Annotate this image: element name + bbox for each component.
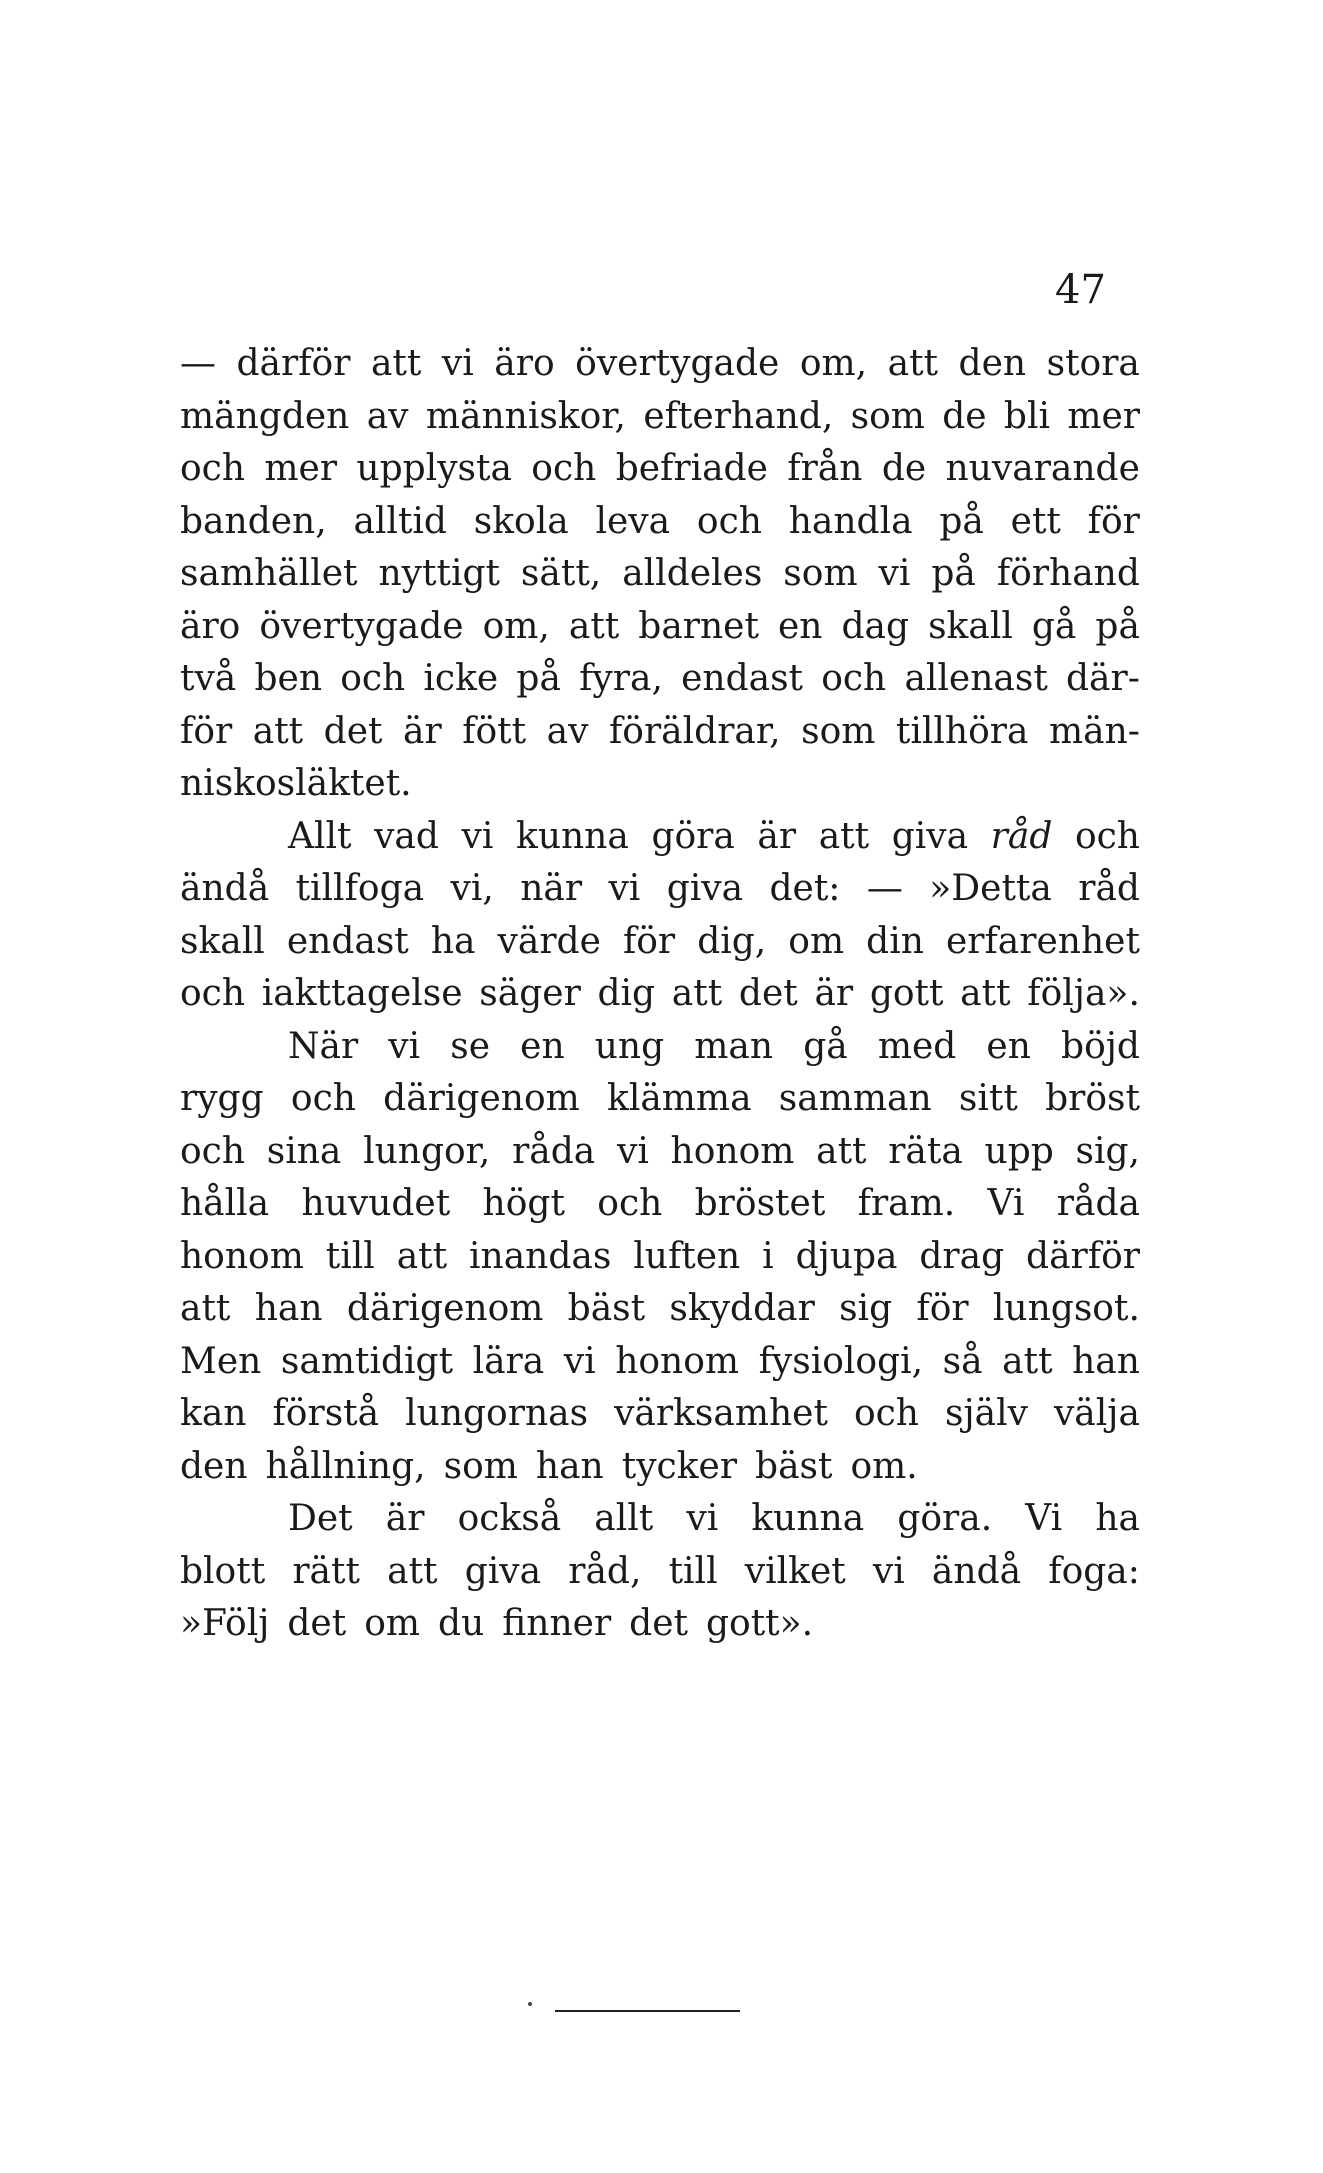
word: endast <box>286 920 409 962</box>
word: befriade <box>615 448 768 489</box>
word: förhand <box>996 553 1140 594</box>
word: en <box>777 605 823 647</box>
word: och <box>597 1183 663 1224</box>
word: att <box>180 1288 231 1329</box>
word: bäst <box>755 1445 833 1487</box>
word: män- <box>1048 710 1140 752</box>
word: rygg <box>180 1078 264 1119</box>
word: nuvarande <box>945 448 1140 489</box>
word: Allt <box>288 815 352 857</box>
word: äro <box>180 605 241 647</box>
word: vi <box>441 343 474 384</box>
word: när <box>520 868 583 909</box>
text-line <box>180 863 1140 916</box>
word: med <box>877 1025 957 1067</box>
word: om <box>788 920 845 962</box>
word: fram. <box>857 1183 956 1224</box>
word: kunna <box>516 815 629 857</box>
word: till <box>325 1235 375 1277</box>
word: därigenom <box>346 1288 544 1329</box>
word: att <box>887 343 939 384</box>
word: giva <box>666 868 744 909</box>
word: och <box>821 658 887 699</box>
word: kunna <box>751 1498 865 1539</box>
word: alltid <box>353 500 447 542</box>
word: vi, <box>450 868 494 909</box>
word: vi <box>388 1025 421 1067</box>
word: för <box>180 710 233 752</box>
word: och <box>290 1078 356 1119</box>
word: och <box>340 658 406 699</box>
word: Det <box>288 1498 353 1539</box>
word: att <box>568 605 620 647</box>
word: klämma <box>607 1078 752 1119</box>
word: så <box>942 1340 983 1382</box>
word: de <box>942 395 987 437</box>
word: bäst <box>567 1288 646 1329</box>
word: inandas <box>469 1235 612 1277</box>
word: allenast <box>904 658 1048 699</box>
word: se <box>450 1025 491 1067</box>
word: skyddar <box>669 1288 815 1329</box>
word: det <box>323 710 383 752</box>
word: alldeles <box>622 553 763 594</box>
word: om. <box>850 1445 918 1487</box>
word: samtidigt <box>280 1340 454 1382</box>
word: därför <box>236 343 351 384</box>
word: som <box>443 1445 518 1487</box>
word: giva <box>891 815 969 857</box>
word: som <box>783 553 858 594</box>
text-line <box>180 811 1140 864</box>
word: ben <box>254 658 323 699</box>
word: samman <box>778 1078 932 1119</box>
word: räta <box>888 1130 963 1172</box>
word: samhället <box>180 553 358 594</box>
word: följa». <box>1027 973 1140 1014</box>
text-line <box>180 338 1140 391</box>
word: Vi <box>1025 1498 1063 1539</box>
word: efterhand, <box>643 395 834 437</box>
word: kan <box>180 1393 247 1434</box>
word: vi <box>563 1340 596 1382</box>
word: säger <box>479 973 581 1014</box>
text-line <box>180 706 1140 759</box>
word: ändå <box>180 868 270 909</box>
word: »Följ <box>180 1603 270 1644</box>
word: drag <box>919 1235 1005 1277</box>
word: »Detta <box>929 868 1052 909</box>
word: ung <box>594 1025 665 1067</box>
word: banden, <box>180 500 327 542</box>
word: vi <box>616 1130 649 1172</box>
word: och <box>531 448 597 489</box>
text-line <box>180 1546 1140 1599</box>
word: att <box>252 710 304 752</box>
word: iakttagelse <box>261 973 463 1014</box>
word: att <box>396 1235 448 1277</box>
word: råd <box>1078 868 1140 909</box>
text-line <box>180 1021 1140 1074</box>
word: där- <box>1066 658 1140 699</box>
word: honom <box>670 1130 795 1172</box>
word: luften <box>633 1235 741 1277</box>
word: — <box>180 343 216 384</box>
word: fysiologi, <box>758 1340 924 1382</box>
text-line <box>180 758 1140 811</box>
word: på <box>516 658 561 699</box>
word: och <box>696 500 762 542</box>
word: att <box>387 1550 438 1592</box>
word: är <box>385 1498 425 1539</box>
word: råd <box>990 815 1053 857</box>
word: fött <box>462 710 527 752</box>
word: för <box>622 920 676 962</box>
word: dig <box>597 973 656 1014</box>
word: djupa <box>795 1235 898 1277</box>
word: att <box>671 973 723 1014</box>
word: vad <box>374 815 439 857</box>
word: att <box>370 343 422 384</box>
word: huvudet <box>301 1183 451 1224</box>
word: dig, <box>697 920 767 962</box>
word: är <box>403 710 442 752</box>
word: icke <box>423 658 499 699</box>
text-line <box>180 1178 1140 1231</box>
word: bli <box>1003 395 1050 437</box>
word: av <box>546 710 589 752</box>
word: giva <box>464 1550 542 1592</box>
closing-rule <box>555 2010 740 2012</box>
word: du <box>438 1603 485 1644</box>
word: handla <box>788 500 913 542</box>
text-line <box>180 1493 1140 1546</box>
word: därigenom <box>383 1078 580 1119</box>
word: tillfoga <box>295 868 425 909</box>
word: fyra, <box>579 658 663 699</box>
word: vi <box>686 1498 719 1539</box>
text-line <box>180 968 1140 1021</box>
word: den <box>180 1445 248 1487</box>
word: erfarenhet <box>945 920 1140 962</box>
word: lungor, <box>363 1130 491 1172</box>
word: sig, <box>1075 1130 1140 1172</box>
word: mer <box>264 448 338 489</box>
word: han <box>254 1288 323 1329</box>
word: och <box>180 1130 246 1172</box>
word: själv <box>945 1393 1028 1434</box>
word: det <box>738 973 798 1014</box>
word: värksamhet <box>614 1393 828 1434</box>
word: hålla <box>180 1183 270 1224</box>
word: det <box>629 1603 688 1644</box>
word: lungornas <box>405 1393 589 1434</box>
word: skola <box>473 500 569 542</box>
word: gå <box>803 1025 848 1067</box>
word: sig <box>839 1288 893 1329</box>
text-line <box>180 1231 1140 1284</box>
word: rätt <box>292 1550 360 1592</box>
word: honom <box>615 1340 740 1382</box>
word: och <box>180 973 246 1014</box>
word: människor, <box>425 395 626 437</box>
word: sätt, <box>520 553 602 594</box>
word: gott». <box>706 1603 814 1644</box>
word: skall <box>180 920 265 962</box>
text-line <box>180 1598 1140 1651</box>
word: foga: <box>1048 1550 1140 1592</box>
page-number: 47 <box>1055 267 1106 313</box>
word: som <box>801 710 876 752</box>
word: ha <box>430 920 476 962</box>
word: gott <box>869 973 944 1014</box>
word: för <box>916 1288 969 1329</box>
word: mer <box>1067 395 1140 437</box>
text-line <box>180 548 1140 601</box>
word: på <box>1095 605 1140 647</box>
word: bröst <box>1045 1078 1140 1119</box>
word: ha <box>1095 1498 1140 1539</box>
word: leva <box>595 500 671 542</box>
word: sitt <box>958 1078 1018 1119</box>
word: När <box>288 1025 359 1067</box>
text-line <box>180 1388 1140 1441</box>
word: niskosläktet. <box>180 763 412 804</box>
word: Men <box>180 1340 262 1382</box>
word: barnet <box>638 605 759 647</box>
word: göra <box>651 815 735 857</box>
word: för <box>1087 500 1140 542</box>
word: är <box>814 973 854 1014</box>
word: om, <box>799 343 868 384</box>
word: och <box>180 448 246 489</box>
word: också <box>457 1498 562 1539</box>
word: högt <box>482 1183 565 1224</box>
word: det: <box>769 868 841 909</box>
word: upplysta <box>356 448 512 489</box>
word: sina <box>266 1130 342 1172</box>
word: tillhöra <box>895 710 1029 752</box>
word: och <box>853 1393 919 1434</box>
word: mängden <box>180 395 350 437</box>
word: välja <box>1053 1393 1140 1434</box>
word: hållning, <box>265 1445 426 1487</box>
word: till <box>668 1550 718 1592</box>
word: ändå <box>931 1550 1022 1592</box>
word: vi <box>878 553 911 594</box>
word: därför <box>1026 1235 1140 1277</box>
word: att <box>818 815 870 857</box>
word: att <box>816 1130 867 1172</box>
text-line <box>180 601 1140 654</box>
word: lungsot. <box>992 1288 1140 1329</box>
word: om, <box>482 605 550 647</box>
text-line <box>180 391 1140 444</box>
word: blott <box>180 1550 266 1592</box>
word: nyttigt <box>378 553 500 594</box>
body-text <box>180 338 1140 1651</box>
word: råda <box>1056 1183 1140 1224</box>
text-line <box>180 1126 1140 1179</box>
word: som <box>850 395 925 437</box>
word: från <box>787 448 863 489</box>
word: finner <box>502 1603 612 1644</box>
word: man <box>694 1025 774 1067</box>
word: vi <box>608 868 641 909</box>
word: stora <box>1046 343 1140 384</box>
word: föräldrar, <box>608 710 781 752</box>
text-line <box>180 443 1140 496</box>
word: tycker <box>621 1445 738 1487</box>
word: dag <box>841 605 910 647</box>
word: råda <box>512 1130 596 1172</box>
word: och <box>1074 815 1140 857</box>
text-line <box>180 916 1140 969</box>
word: gå <box>1031 605 1077 647</box>
word: Vi <box>987 1183 1025 1224</box>
word: — <box>866 868 903 909</box>
text-line <box>180 496 1140 549</box>
word: göra. <box>897 1498 993 1539</box>
word: på <box>939 500 984 542</box>
text-line <box>180 1283 1140 1336</box>
text-line <box>180 1073 1140 1126</box>
word: han <box>535 1445 604 1487</box>
word: bröstet <box>694 1183 826 1224</box>
word: upp <box>984 1130 1054 1172</box>
word: honom <box>180 1235 304 1277</box>
ink-speck <box>528 2002 532 2006</box>
word: två <box>180 658 237 699</box>
word: om <box>364 1603 421 1644</box>
word: en <box>520 1025 565 1067</box>
word: vi <box>872 1550 905 1592</box>
word: vilket <box>744 1550 846 1592</box>
word: det <box>287 1603 347 1644</box>
word: att <box>960 973 1011 1014</box>
word: vi <box>461 815 494 857</box>
word: böjd <box>1061 1025 1140 1067</box>
text-line <box>180 653 1140 706</box>
word: övertygade <box>259 605 464 647</box>
word: skall <box>928 605 1013 647</box>
text-line <box>180 1441 1140 1494</box>
word: på <box>931 553 976 594</box>
word: i <box>762 1235 774 1277</box>
word: är <box>757 815 797 857</box>
word: övertygade <box>575 343 780 384</box>
word: värde <box>497 920 601 962</box>
word: äro <box>494 343 555 384</box>
word: din <box>866 920 924 962</box>
word: allt <box>594 1498 654 1539</box>
word: råd, <box>568 1550 642 1592</box>
word: de <box>881 448 927 489</box>
word: av <box>366 395 409 437</box>
text-line <box>180 1336 1140 1389</box>
word: en <box>986 1025 1031 1067</box>
word: endast <box>681 658 804 699</box>
word: förstå <box>272 1393 380 1434</box>
word: han <box>1072 1340 1140 1382</box>
word: ett <box>1010 500 1061 542</box>
word: att <box>1002 1340 1053 1382</box>
word: lära <box>472 1340 545 1382</box>
word: den <box>958 343 1027 384</box>
